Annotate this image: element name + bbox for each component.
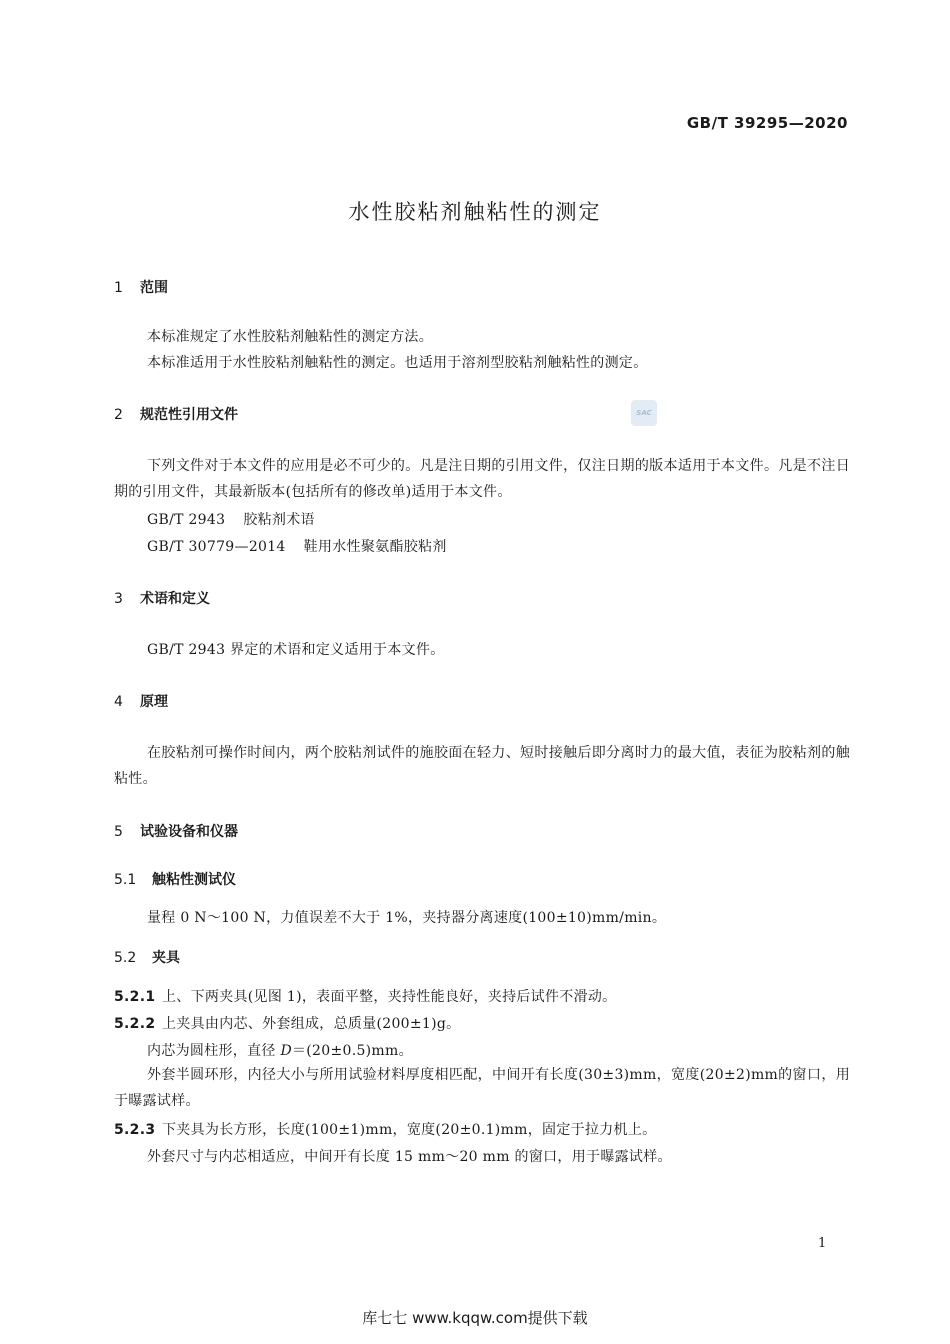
- clause-5-2-1: [114, 986, 616, 1006]
- subsection-5-2-heading: [114, 947, 180, 967]
- download-footer: 库七七 www.kqqw.com提供下载: [362, 1309, 588, 1327]
- reference-code: GB/T 30779—2014: [147, 539, 286, 555]
- section-title: 范围: [140, 280, 168, 296]
- normative-reference: [147, 536, 447, 556]
- section-5-heading: [114, 821, 238, 841]
- subsection-title: 夹具: [152, 950, 180, 966]
- clause-5-2-2-paragraph-1: [147, 1040, 413, 1060]
- subsection-title: 触粘性测试仪: [152, 872, 236, 888]
- normative-reference: [147, 509, 315, 529]
- subsection-5-1-heading: [114, 869, 236, 889]
- section-title: 原理: [140, 694, 168, 710]
- clause-text: 上夹具由内芯、外套组成，总质量(200±1)g。: [162, 1016, 461, 1032]
- section-3-heading: [114, 588, 210, 608]
- clause-number: 5.2.2: [114, 1016, 156, 1032]
- standard-code: GB/T 39295—2020: [686, 114, 848, 132]
- reference-name: 鞋用水性聚氨酯胶粘剂: [303, 539, 447, 555]
- section-2-heading: [114, 404, 238, 424]
- clause-number: 5.2.1: [114, 989, 156, 1005]
- section-title: 术语和定义: [140, 591, 210, 607]
- reference-name: 胶粘剂术语: [243, 512, 315, 528]
- clause-text: 上、下两夹具(见图 1)，表面平整，夹持性能良好，夹持后试件不滑动。: [162, 989, 617, 1005]
- section-title: 试验设备和仪器: [140, 824, 238, 840]
- section-number: 1: [114, 280, 123, 296]
- variable-d: D: [280, 1043, 292, 1059]
- text-run: ＝(20±0.5)mm。: [291, 1043, 413, 1059]
- section-1-paragraph-2: 本标准适用于水性胶粘剂触粘性的测定。也适用于溶剂型胶粘剂触粘性的测定。: [147, 355, 648, 371]
- section-number: 2: [114, 407, 123, 423]
- section-4-paragraph-1: 在胶粘剂可操作时间内，两个胶粘剂试件的施胶面在轻力、短时接触后即分离时力的最大值，表征为胶粘剂的触粘性。: [114, 745, 850, 787]
- reference-code: GB/T 2943: [147, 512, 226, 528]
- subsection-number: 5.2: [114, 950, 137, 966]
- section-title: 规范性引用文件: [140, 407, 238, 423]
- clause-5-2-2-paragraph-2: 外套半圆环形，内径大小与所用试验材料厚度相匹配，中间开有长度(30±3)mm，宽度(20±2)mm的窗口，用于曝露试样。: [114, 1067, 850, 1109]
- sac-watermark-logo: SAC: [631, 400, 657, 426]
- section-2-paragraph-1: 下列文件对于本文件的应用是必不可少的。凡是注日期的引用文件，仅注日期的版本适用于本文件。凡是不注日期的引用文件，其最新版本(包括所有的修改单)适用于本文件。: [114, 458, 850, 500]
- section-4-heading: [114, 691, 168, 711]
- clause-5-2-3-paragraph-1: 外套尺寸与内芯相适应，中间开有长度 15 mm～20 mm 的窗口，用于曝露试样。: [147, 1149, 672, 1165]
- clause-5-2-3: [114, 1119, 656, 1139]
- section-3-paragraph-1: GB/T 2943 界定的术语和定义适用于本文件。: [147, 642, 445, 658]
- clause-text: 下夹具为长方形，长度(100±1)mm，宽度(20±0.1)mm，固定于拉力机上。: [162, 1122, 657, 1138]
- clause-number: 5.2.3: [114, 1122, 156, 1138]
- section-number: 3: [114, 591, 123, 607]
- section-number: 4: [114, 694, 123, 710]
- section-1-paragraph-1: 本标准规定了水性胶粘剂触粘性的测定方法。: [147, 329, 433, 345]
- document-title: 水性胶粘剂触粘性的测定: [348, 200, 602, 224]
- subsection-number: 5.1: [114, 872, 137, 888]
- text-run: 内芯为圆柱形，直径: [147, 1043, 281, 1059]
- page-number: 1: [818, 1236, 827, 1251]
- section-1-heading: [114, 277, 168, 297]
- subsection-5-1-paragraph: 量程 0 N～100 N，力值误差不大于 1%，夹持器分离速度(100±10)mm/min。: [147, 910, 667, 926]
- section-number: 5: [114, 824, 123, 840]
- clause-5-2-2: [114, 1013, 460, 1033]
